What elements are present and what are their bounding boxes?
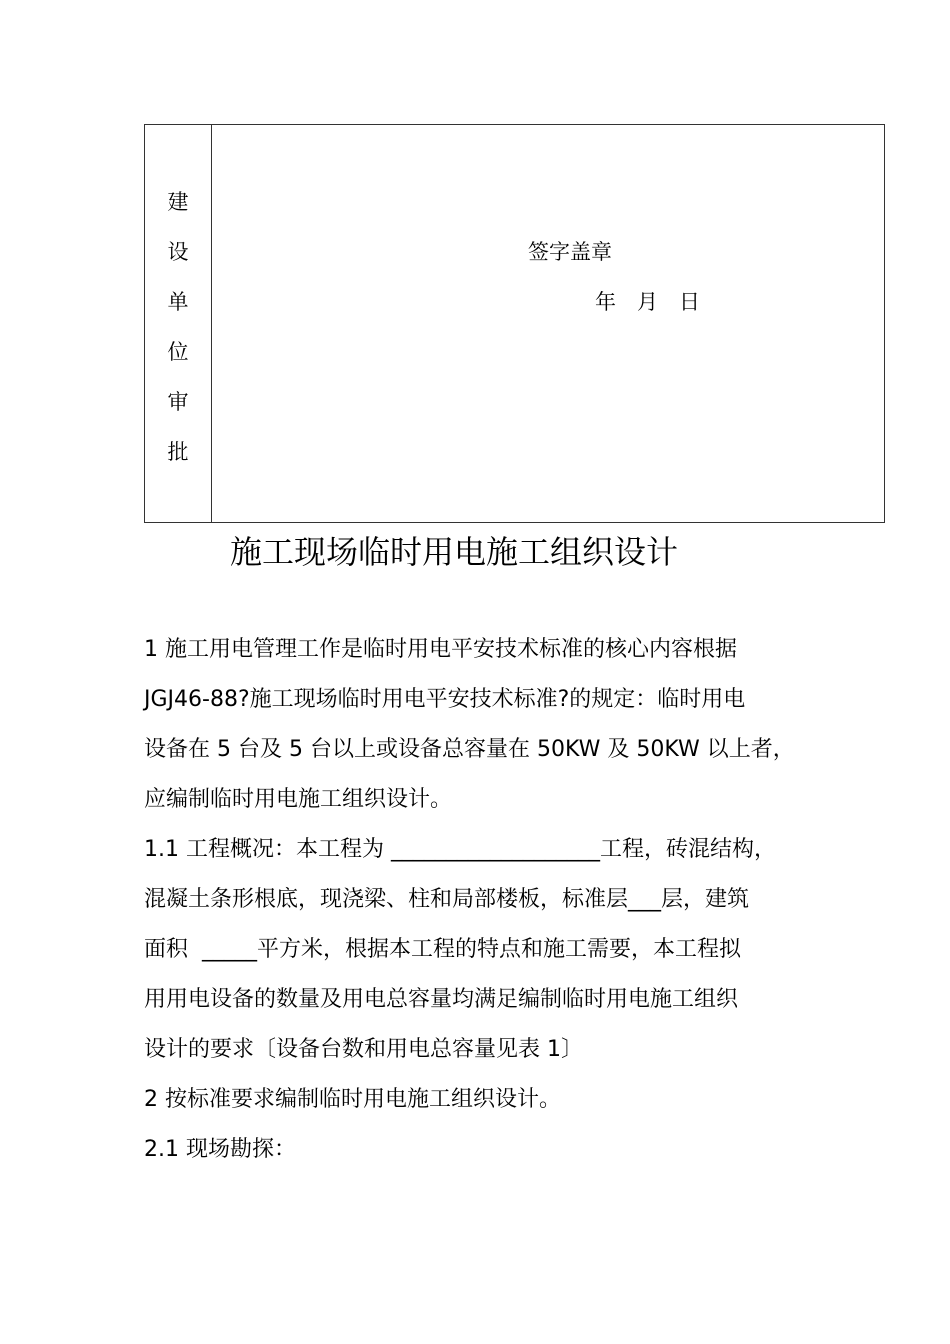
body-line: 用用电设备的数量及用电总容量均满足编制临时用电施工组织 xyxy=(144,987,739,1012)
label-char: 批 xyxy=(167,440,189,464)
label-char: 设 xyxy=(167,240,189,264)
body-line: JGJ46-88?施工现场临时用电平安技术标准?的规定：临时用电 xyxy=(144,687,746,712)
body-line: 面积 _____平方米，根据本工程的特点和施工需要，本工程拟 xyxy=(144,937,741,962)
label-char: 位 xyxy=(167,340,189,364)
approval-label-column xyxy=(145,125,212,522)
document-title: 施工现场临时用电施工组织设计 xyxy=(230,533,679,571)
label-char: 单 xyxy=(167,290,189,314)
sign-seal-label: 签字盖章 xyxy=(528,240,612,264)
body-line: 混凝土条形根底，现浇梁、柱和局部楼板，标准层___层，建筑 xyxy=(144,887,750,912)
body-line: 2 按标准要求编制临时用电施工组织设计。 xyxy=(144,1087,561,1112)
label-char: 建 xyxy=(167,190,189,214)
body-line: 1.1 工程概况：本工程为 ___________________工程，砖混结构， xyxy=(144,837,776,862)
body-line: 2.1 现场勘探： xyxy=(144,1137,296,1162)
body-line: 设备在 5 台及 5 台以上或设备总容量在 50KW 及 50KW 以上者， xyxy=(144,737,795,762)
body-line: 设计的要求〔设备台数和用电总容量见表 1〕 xyxy=(144,1037,583,1062)
date-label: 年 月 日 xyxy=(595,290,700,314)
approval-table xyxy=(144,124,885,523)
body-line: 应编制临时用电施工组织设计。 xyxy=(144,787,453,812)
label-char: 审 xyxy=(167,390,189,414)
body-line: 1 施工用电管理工作是临时用电平安技术标准的核心内容根据 xyxy=(144,637,737,662)
